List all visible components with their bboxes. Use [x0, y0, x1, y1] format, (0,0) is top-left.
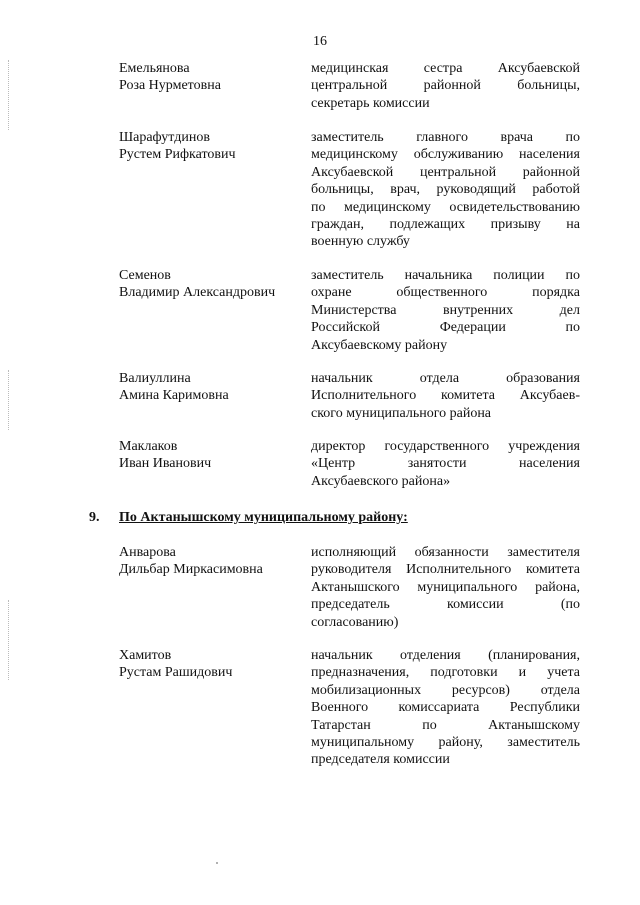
position-line: граждан, подлежащих призыву на	[311, 217, 580, 233]
position-line: медицинская сестра Аксубаевской	[311, 61, 580, 76]
scan-margin-dots	[8, 600, 11, 680]
position-line: Российской Федерации по	[311, 320, 580, 336]
position-line: Исполнительного комитета Аксубаев-	[311, 388, 580, 404]
section-title: По Актанышскому муниципальному району:	[119, 510, 408, 525]
position-line: центральной районной больницы,	[311, 78, 580, 94]
surname: Шарафутдинов	[119, 130, 210, 145]
position-line: медицинскому обслуживанию населения	[311, 147, 580, 163]
position-line: председатель комиссии (по	[311, 597, 580, 613]
position-line: Военного комиссариата Республики	[311, 700, 580, 716]
position-line: муниципальному району, заместитель	[311, 735, 580, 751]
position-line: Министерства внутренних дел	[311, 302, 580, 318]
position-line: исполняющий обязанности заместителя	[311, 545, 580, 560]
member-position	[311, 438, 580, 490]
position-line: согласованию)	[311, 614, 399, 630]
scan-margin-dots	[8, 370, 11, 430]
position-line: заместитель начальника полиции по	[311, 268, 580, 283]
member-name	[119, 129, 304, 164]
surname: Маклаков	[119, 439, 178, 454]
position-line: секретарь комиссии	[311, 95, 430, 111]
position-line: руководителя Исполнительного комитета	[311, 562, 580, 578]
scan-speck	[216, 862, 218, 864]
member-position	[311, 60, 580, 112]
given-names: Роза Нурметовна	[119, 78, 221, 94]
member-name	[119, 370, 304, 405]
position-line: начальник отдела образования	[311, 371, 580, 386]
position-line: «Центр занятости населения	[311, 456, 580, 472]
given-names: Дильбар Миркасимовна	[119, 562, 263, 578]
surname: Валиуллина	[119, 371, 191, 386]
position-line: предназначения, подготовки и учета	[311, 665, 580, 681]
surname: Емельянова	[119, 61, 190, 76]
position-line: по медицинскому освидетельствованию	[311, 199, 580, 215]
position-line: Татарстан по Актанышскому	[311, 717, 580, 733]
member-name	[119, 544, 304, 579]
position-line: больницы, врач, руководящий работой	[311, 182, 580, 198]
member-name	[119, 647, 304, 682]
position-line: начальник отделения (планирования,	[311, 648, 580, 663]
member-position	[311, 370, 580, 422]
position-line: Аксубаевскому району	[311, 337, 448, 353]
position-line: заместитель главного врача по	[311, 130, 580, 145]
surname: Анварова	[119, 545, 176, 560]
position-line: мобилизационных ресурсов) отдела	[311, 682, 580, 698]
surname: Хамитов	[119, 648, 172, 663]
section-number: 9.	[89, 510, 100, 525]
member-name	[119, 438, 304, 473]
position-line: председателя комиссии	[311, 752, 450, 768]
page-number: 16	[313, 34, 327, 49]
position-line: ского муниципального района	[311, 405, 492, 421]
given-names: Владимир Александрович	[119, 285, 276, 301]
member-position	[311, 129, 580, 251]
given-names: Рустам Рашидович	[119, 665, 233, 681]
position-line: Аксубаевской центральной районной	[311, 164, 580, 180]
member-position	[311, 267, 580, 354]
position-line: охране общественного порядка	[311, 285, 580, 301]
surname: Семенов	[119, 268, 171, 283]
given-names: Рустем Рифкатович	[119, 147, 236, 163]
position-line: Аксубаевского района»	[311, 473, 451, 489]
given-names: Иван Иванович	[119, 456, 212, 472]
member-name	[119, 60, 304, 95]
given-names: Амина Каримовна	[119, 388, 229, 404]
member-position	[311, 544, 580, 631]
position-line: военную службу	[311, 234, 410, 250]
scan-margin-dots	[8, 60, 11, 130]
member-name	[119, 267, 304, 302]
position-line: Актанышского муниципального района,	[311, 579, 580, 595]
member-position	[311, 647, 580, 769]
position-line: директор государственного учреждения	[311, 439, 580, 454]
